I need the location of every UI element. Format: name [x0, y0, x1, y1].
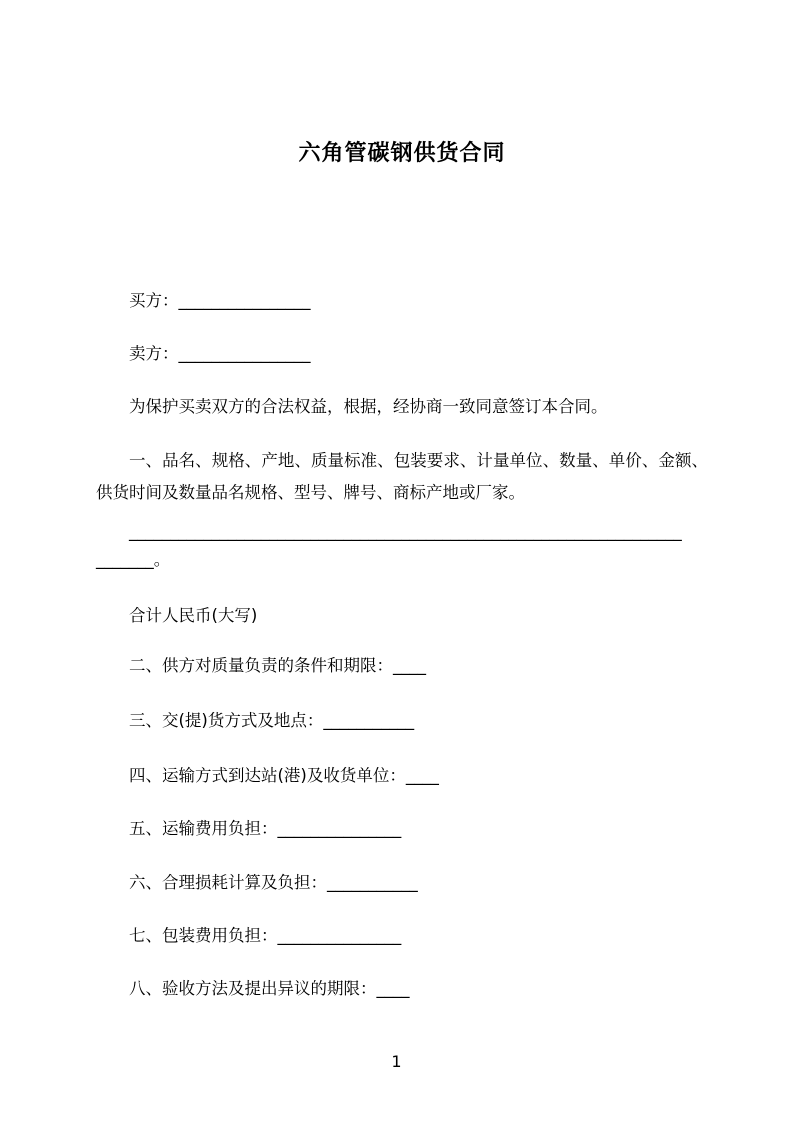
clause-item-2 [96, 650, 708, 682]
total-in-words-line: 合计人民币(大写) [129, 606, 258, 625]
clause-item-7 [96, 920, 708, 952]
clause-blank-field: ___________ [327, 873, 418, 892]
clause-label: 六、合理损耗计算及负担： [129, 873, 327, 892]
clause-label: 二、供方对质量负责的条件和期限： [129, 656, 393, 675]
clause-item-8 [96, 973, 708, 1005]
clause-label: 三、交(提)货方式及地点： [129, 711, 324, 730]
clause-label: 八、验收方法及提出异议的期限： [129, 979, 377, 998]
clause-blank-field: ____ [405, 766, 439, 785]
clause-blank-field: ____ [393, 656, 426, 675]
seller-label: 卖方： [129, 344, 179, 363]
clause-one-paragraph: 一、品名、规格、产地、质量标准、包装要求、计量单位、数量、单价、金额、供货时间及数量品名规格、型号、牌号、商标产地或厂家。 [96, 451, 708, 502]
clause-item-6 [96, 867, 708, 899]
clause-label: 七、包装费用负担： [129, 926, 278, 945]
buyer-blank-field: ________________ [178, 291, 311, 310]
page-number: 1 [391, 1052, 402, 1071]
clause-label: 四、运输方式到达站(港)及收货单位： [129, 766, 406, 785]
fill-line-bottom: _______。 [96, 550, 171, 569]
clause-blank-field: _______________ [277, 926, 402, 945]
clause-item-3 [96, 705, 708, 737]
buyer-label: 买方： [129, 291, 179, 310]
intro-paragraph: 为保护买卖双方的合法权益，根据，经协商一致同意签订本合同。 [129, 397, 608, 416]
seller-line [96, 338, 708, 370]
clause-blank-field: ____ [376, 979, 410, 998]
clause-blank-field: _______________ [277, 819, 402, 838]
fill-line-top: ___________________________________________________________________ [129, 522, 682, 541]
clause-item-4 [96, 760, 708, 792]
seller-blank-field: ________________ [178, 344, 311, 363]
document-body [96, 0, 708, 1005]
clause-blank-field: ___________ [323, 711, 415, 730]
clause-item-5 [96, 813, 708, 845]
clause-label: 五、运输费用负担： [129, 819, 278, 838]
document-title: 六角管碳钢供货合同 [298, 141, 506, 166]
buyer-line [96, 285, 708, 317]
